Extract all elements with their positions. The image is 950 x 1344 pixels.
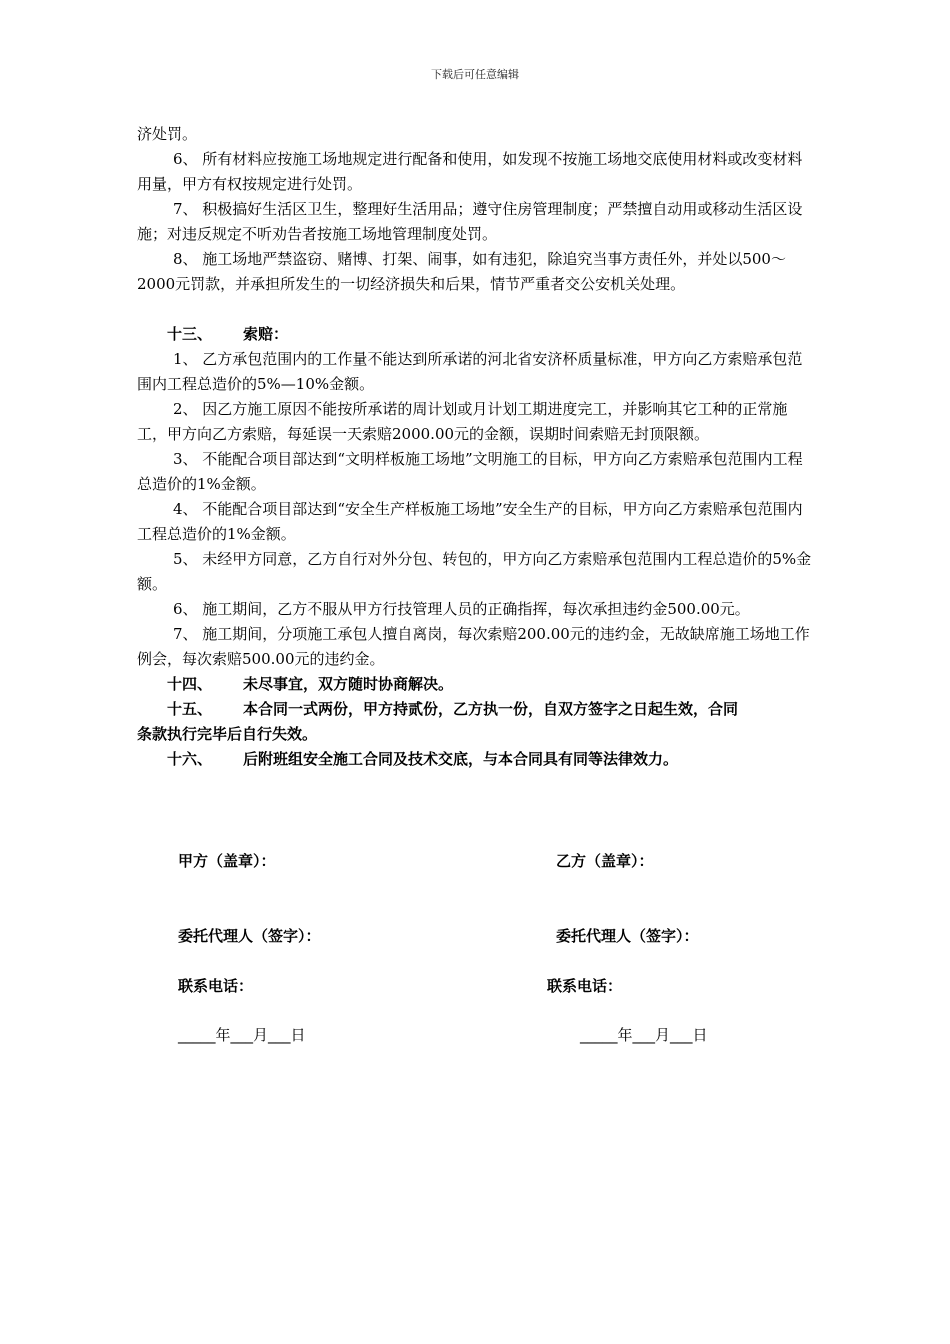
section-15 [137, 697, 813, 722]
claim-item: 2、 因乙方施工原因不能按所承诺的周计划或月计划工期进度完工，并影响其它工种的正常施工，甲方向乙方索赔，每延误一天索赔2000.00元的金额，误期时间索赔无封顶限额。 [137, 400, 788, 443]
claim-item: 3、 不能配合项目部达到“文明样板施工场地”文明施工的目标，甲方向乙方索赔承包范围内工程总造价的1%金额。 [137, 450, 803, 493]
party-a-date: _____年___月___日 [178, 1026, 306, 1044]
claim-item: 1、 乙方承包范围内的工作量不能达到所承诺的河北省安济杯质量标准，甲方向乙方索赔承包范围内工程总造价的5%—10%金额。 [137, 350, 803, 393]
party-a-phone-label: 联系电话： [178, 977, 254, 995]
party-b-seal-label: 乙方（盖章）： [556, 852, 654, 870]
section-number: 十四、 [167, 675, 213, 693]
claim-item: 7、 施工期间，分项施工承包人擅自离岗，每次索赔200.00元的违约金，无故缺席施工场地工作例会，每次索赔500.00元的违约金。 [137, 625, 810, 668]
section-15-continuation: 条款执行完毕后自行失效。 [137, 725, 318, 743]
rule-item-8: 8、 施工场地严禁盗窃、赌博、打架、闹事，如有违犯，除追究当事方责任外，并处以500～2000元罚款，并承担所发生的一切经济损失和后果，情节严重者交公安机关处理。 [137, 250, 786, 293]
section-number: 十五、 [167, 700, 213, 718]
section-text: 本合同一式两份，甲方持贰份，乙方执一份，自双方签字之日起生效，合同 [243, 700, 739, 718]
page-header: 下载后可任意编辑 [431, 68, 519, 81]
section-text: 后附班组安全施工合同及技术交底，与本合同具有同等法律效力。 [243, 750, 679, 768]
rule-item-7: 7、 积极搞好生活区卫生，整理好生活用品；遵守住房管理制度；严禁擅自动用或移动生活区设施；对违反规定不听劝告者按施工场地管理制度处罚。 [137, 200, 803, 243]
section-number: 十六、 [167, 750, 213, 768]
party-b-agent-label: 委托代理人（签字）： [556, 927, 699, 945]
claim-item: 4、 不能配合项目部达到“安全生产样板施工场地”安全生产的目标，甲方向乙方索赔承包范围内工程总造价的1%金额。 [137, 500, 803, 543]
party-a-seal-label: 甲方（盖章）： [178, 852, 276, 870]
contract-body [137, 122, 813, 772]
section-title: 索赔： [243, 325, 289, 343]
section-14 [137, 672, 813, 697]
rule-item-6: 6、 所有材料应按施工场地规定进行配备和使用，如发现不按施工场地交底使用材料或改变材料用量，甲方有权按规定进行处罚。 [137, 150, 803, 193]
section-number: 十三、 [167, 325, 213, 343]
party-b-date: _____年___月___日 [580, 1026, 708, 1044]
paragraph-continuation: 济处罚。 [137, 125, 198, 143]
party-a-agent-label: 委托代理人（签字）： [178, 927, 321, 945]
section-text: 未尽事宜，双方随时协商解决。 [243, 675, 454, 693]
claim-item: 6、 施工期间，乙方不服从甲方行技管理人员的正确指挥，每次承担违约金500.00元。 [173, 600, 750, 618]
section-13-heading [137, 322, 813, 347]
claim-item: 5、 未经甲方同意，乙方自行对外分包、转包的，甲方向乙方索赔承包范围内工程总造价的5%金额。 [137, 550, 812, 593]
party-b-phone-label: 联系电话： [547, 977, 623, 995]
section-16 [137, 747, 813, 772]
